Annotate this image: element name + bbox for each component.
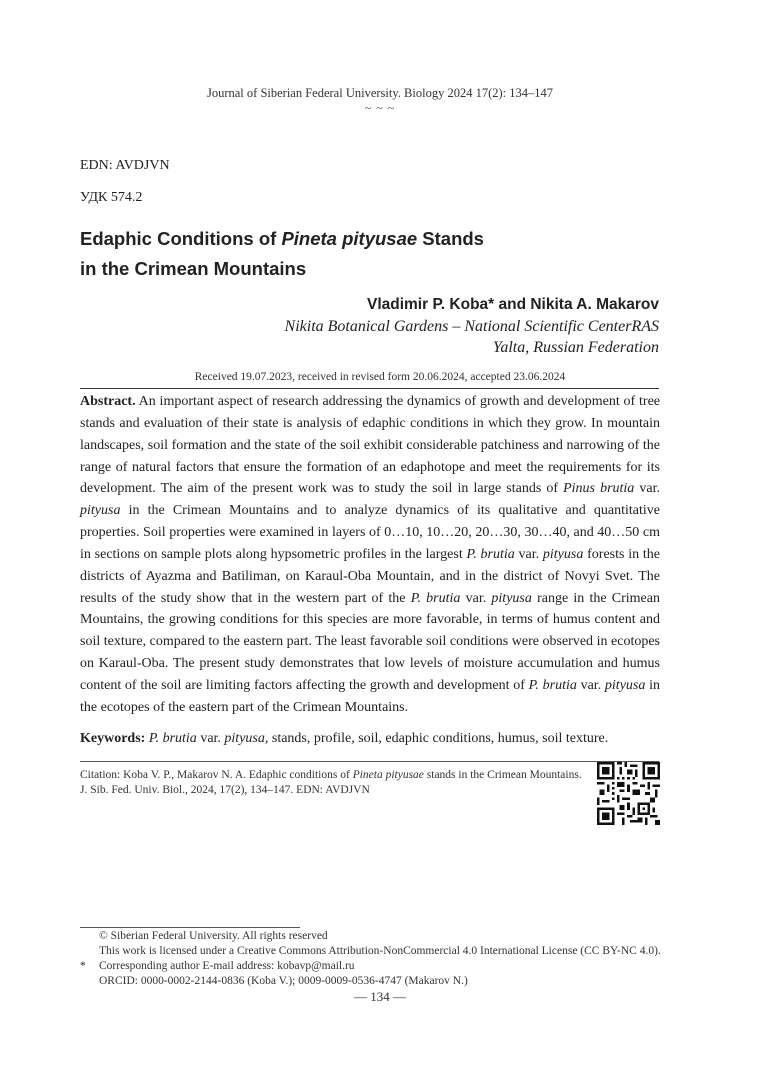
species-name: P. brutia bbox=[148, 731, 197, 746]
species-name: pityusa bbox=[80, 503, 121, 519]
abstract-divider bbox=[80, 388, 659, 389]
species-name: pityusa bbox=[491, 590, 532, 606]
citation-text: stands in the Crimean Mountains. J. Sib. Fed. Univ. Biol., 2024, 17(2), 134–147. EDN: AVDJVN bbox=[80, 769, 582, 796]
footnote-divider bbox=[80, 927, 300, 928]
footnote-copyright: © Siberian Federal University. All rights reserved bbox=[99, 930, 328, 942]
species-name: P. brutia bbox=[528, 677, 577, 693]
abstract-text: An important aspect of research addressing the dynamics of growth and development of tree stands and evaluation of their state is analysis of edaphic conditions in which they grow. In mountain landscapes, soil formation and the state of the soil exhibit considerable patchiness and narrowing of the range of natural factors that ensure the formation of an edaphotope and meet the requirements for its development. The aim of the present work was to study the soil in large stands of bbox=[80, 394, 660, 497]
affiliation-institution: Nikita Botanical Gardens – National Scientific CenterRAS bbox=[284, 318, 659, 335]
title-text: Edaphic Conditions of bbox=[80, 228, 282, 249]
abstract-text: var. bbox=[460, 590, 492, 606]
species-name: pityusa bbox=[542, 546, 584, 562]
species-name: pityusa bbox=[224, 731, 265, 746]
udk-code: УДК 574.2 bbox=[80, 190, 143, 205]
footnote-orcid: ORCID: 0000-0002-2144-0836 (Koba V.); 0009-0009-0536-4747 (Makarov N.) bbox=[99, 975, 468, 987]
citation-divider bbox=[80, 761, 659, 762]
footnote-marker: * bbox=[80, 960, 86, 972]
keywords-text: , stands, profile, soil, edaphic conditions, humus, soil texture. bbox=[264, 731, 609, 746]
author-names: Vladimir P. Koba* and Nikita A. Makarov bbox=[366, 296, 659, 313]
abstract-text: var. bbox=[634, 481, 660, 497]
keywords-text: var. bbox=[196, 731, 225, 746]
species-name: P. brutia bbox=[410, 590, 461, 606]
abstract-text: in the Crimean Mountains and to analyze dynamics of its qualitative and quantitative properties. Soil properties were examined in layers of 0…10, 10…20, 20…30, 30…40, and 40…50 cm in sections on sample plots along hypsometric profiles in the largest bbox=[80, 503, 660, 562]
page-number: — 134 — bbox=[354, 989, 406, 1004]
abstract-text: range in the Crimean Mountains, the growing conditions for this species are more favorable, in terms of humus content and soil texture, compared to the eastern part. The least favorable soil conditions were observed in ecotopes on Karaul-Oba. The present study demonstrates that low levels of moisture accumulation and humus content of the soil are limiting factors affecting the growth and development of bbox=[80, 590, 660, 693]
abstract bbox=[80, 391, 660, 719]
title-text-end: Stands bbox=[417, 228, 484, 249]
journal-header: Journal of Siberian Federal University. Biology 2024 17(2): 134–147 bbox=[206, 86, 553, 100]
footnote-license: This work is licensed under a Creative Commons Attribution-NonCommercial 4.0 International License (CC BY-NC 4.0). bbox=[99, 945, 661, 957]
species-name: pityusa bbox=[604, 677, 646, 693]
citation-species: Pineta pityusae bbox=[352, 769, 424, 781]
keywords bbox=[80, 731, 660, 747]
abstract-label: Abstract. bbox=[80, 394, 136, 409]
abstract-text: in the ecotopes of the eastern part of the Crimean Mountains. bbox=[80, 677, 660, 715]
abstract-text: forests in the districts of Ayazma and Batiliman, on Karaul-Oba Mountain, and in the district of Novyi Svet. The results of the study show that in the western part of the bbox=[80, 546, 660, 606]
citation-text: Citation: Koba V. P., Makarov N. A. Edaphic conditions of bbox=[80, 769, 353, 781]
affiliation-location: Yalta, Russian Federation bbox=[492, 339, 659, 356]
article-title bbox=[80, 224, 484, 284]
species-name: Pinus brutia bbox=[563, 481, 635, 497]
abstract-text: var. bbox=[576, 677, 605, 693]
edn-code: EDN: AVDJVN bbox=[80, 158, 170, 173]
citation bbox=[80, 768, 590, 798]
title-line-2: in the Crimean Mountains bbox=[80, 258, 307, 279]
keywords-label: Keywords: bbox=[80, 731, 146, 746]
species-name: P. brutia bbox=[466, 546, 515, 562]
footnote-email: Corresponding author E-mail address: kobavp@mail.ru bbox=[99, 960, 355, 972]
qr-code-icon[interactable] bbox=[597, 762, 660, 825]
title-species: Pineta pityusae bbox=[281, 228, 418, 249]
received-dates: Received 19.07.2023, received in revised form 20.06.2024, accepted 23.06.2024 bbox=[194, 371, 566, 383]
abstract-text: var. bbox=[514, 546, 543, 562]
header-separator: ~ ~ ~ bbox=[364, 101, 396, 115]
